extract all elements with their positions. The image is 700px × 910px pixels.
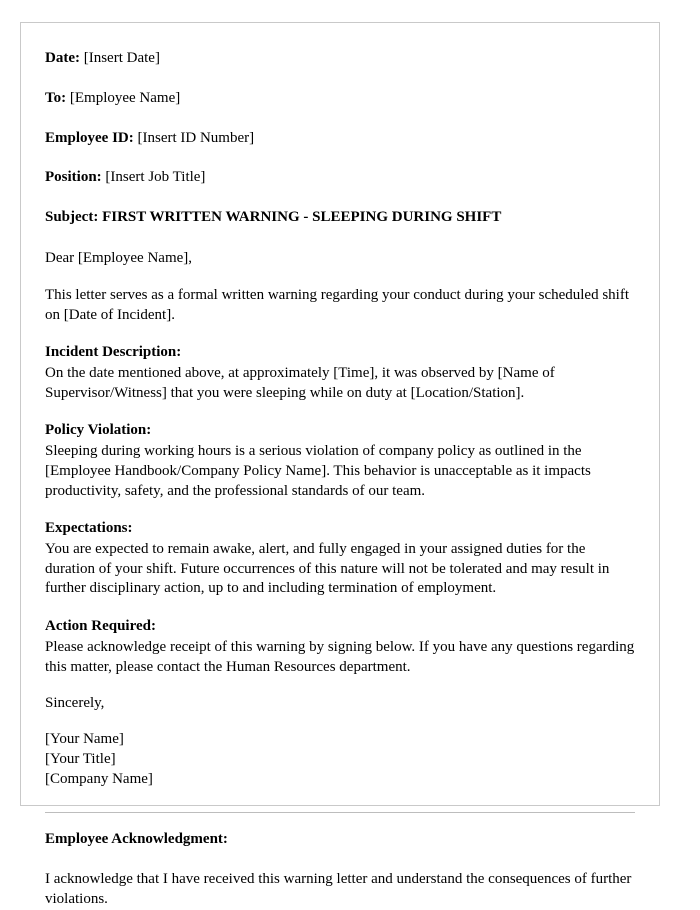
signature-title: [Your Title] (45, 751, 116, 768)
section-body-expectations: You are expected to remain awake, alert, and fully engaged in your assigned duties for the duration of your shift. Future occurrences of this nature will not be tolerated and may result in further disciplinary action, up to and including termination of employment. (45, 540, 610, 597)
document-subject: Subject: FIRST WRITTEN WARNING - SLEEPING DURING SHIFT (45, 209, 502, 225)
salutation: Dear [Employee Name], (45, 249, 193, 266)
signature-company: [Company Name] (45, 771, 153, 788)
field-position-label: Position: (45, 169, 102, 186)
field-to-value: [Employee Name] (69, 89, 181, 106)
section-heading-policy-violation: Policy Violation: (45, 422, 152, 439)
intro-paragraph: This letter serves as a formal written warning regarding your conduct during your scheduled shift on [Date of Incident]. (45, 286, 629, 323)
field-date-label: Date: (45, 50, 80, 66)
document-page (20, 22, 660, 907)
field-employee-id (45, 129, 635, 148)
section-divider (45, 812, 635, 813)
field-to (45, 89, 635, 108)
acknowledgment-heading: Employee Acknowledgment: (45, 831, 228, 848)
section-heading-expectations: Expectations: (45, 520, 133, 537)
field-date-value: [Insert Date] (83, 50, 160, 66)
field-employee-id-label: Employee ID: (45, 129, 134, 146)
signature-name: [Your Name] (45, 731, 124, 748)
section-heading-incident-description: Incident Description: (45, 344, 182, 361)
acknowledgment-body: I acknowledge that I have received this warning letter and understand the consequences of further violations. (45, 871, 632, 907)
field-to-label: To: (45, 89, 67, 106)
field-employee-id-value: [Insert ID Number] (137, 129, 255, 146)
signature-block (45, 730, 635, 790)
section-heading-action-required: Action Required: (45, 618, 156, 635)
field-position-value: [Insert Job Title] (105, 169, 206, 186)
section-body-action-required: Please acknowledge receipt of this warning by signing below. If you have any questions regarding this matter, please contact the Human Resources department. (45, 638, 635, 675)
document-content (21, 23, 659, 910)
closing-line: Sincerely, (45, 695, 105, 712)
field-date (45, 49, 635, 68)
section-body-incident-description: On the date mentioned above, at approximately [Time], it was observed by [Name of Supervisor/Witness] that you were sleeping while on duty at [Location/Station]. (45, 364, 555, 401)
field-position (45, 168, 635, 187)
section-body-policy-violation: Sleeping during working hours is a serious violation of company policy as outlined in the [Employee Handbook/Company Policy Name]. This behavior is unacceptable as it impacts productivity, safety, and the professional standards of our team. (45, 442, 591, 499)
